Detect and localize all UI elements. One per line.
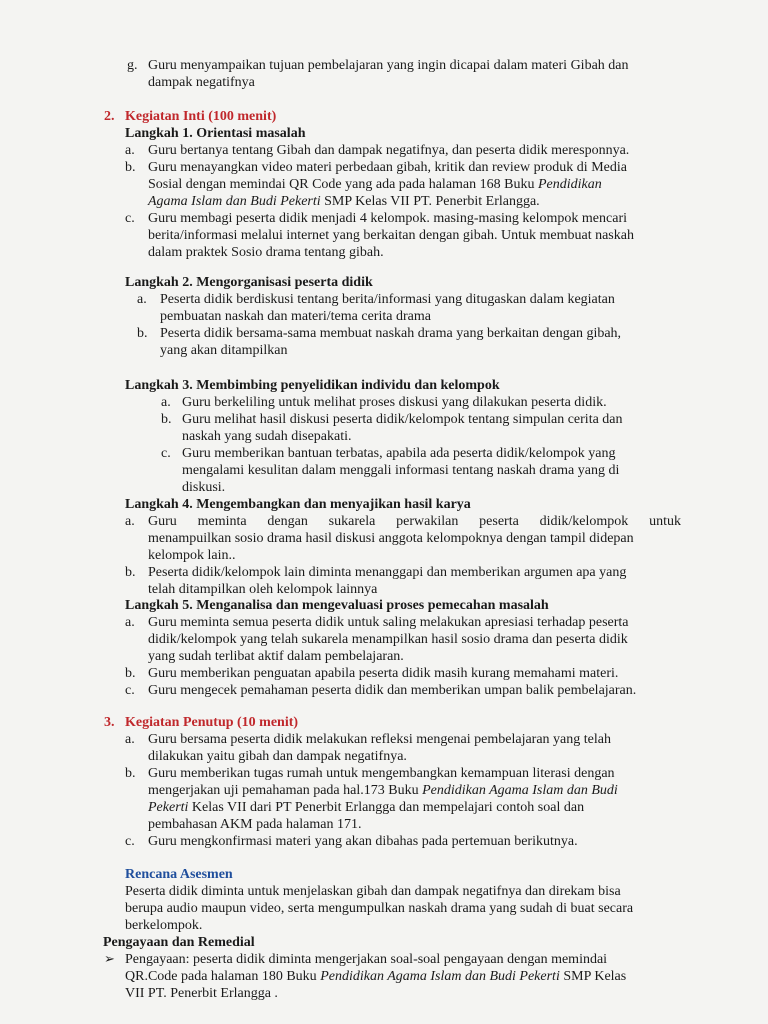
paragraph [0, 883, 768, 934]
item-text-line: telah ditampilkan oleh kelompok lainnya [148, 582, 378, 597]
section-number: 3. [104, 715, 115, 730]
item-text-line: menampuilkan sosio drama hasil diskusi anggota kelompoknya dengan tampil didepan [148, 531, 634, 546]
section-rencana-asesmen [0, 866, 768, 934]
book-title-italic: Pendidikan [537, 177, 602, 192]
item-text-line: Peserta didik berdiskusi tentang berita/informasi yang ditugaskan dalam kegiatan [160, 292, 615, 307]
book-title-italic: Pendidikan Agama Islam dan Budi Pekerti [320, 969, 560, 984]
list-item [0, 291, 768, 325]
item-text-line: yang sudah terlibat aktif dalam pembelajaran. [148, 649, 404, 664]
item-text-line: Guru meminta semua peserta didik untuk saling melakukan apresiasi terhadap peserta [148, 615, 629, 630]
item-text-line: Guru menyampaikan tujuan pembelajaran yang ingin dicapai dalam materi Gibah dan [148, 58, 629, 73]
item-text-line: Guru mengkonfirmasi materi yang akan dibahas pada pertemuan berikutnya. [148, 834, 578, 849]
item-text-line: pembuatan naskah dan materi/tema cerita drama [160, 309, 431, 324]
list-item [0, 564, 768, 598]
section-title: Kegiatan Inti (100 menit) [125, 109, 277, 124]
langkah-title: Langkah 1. Orientasi masalah [125, 126, 306, 141]
item-label: a. [137, 292, 147, 307]
section-title: Pengayaan dan Remedial [103, 935, 255, 950]
item-text-line: Guru membagi peserta didik menjadi 4 kelompok. masing-masing kelompok mencari [148, 211, 628, 226]
item-text-line: yang akan ditampilkan [160, 343, 288, 358]
list-item [0, 325, 768, 359]
item-text-line: didik/kelompok yang telah sukarela menampilkan hasil sosio drama dan peserta didik [148, 632, 628, 647]
item-label: b. [137, 326, 148, 341]
item-label: a. [125, 143, 135, 158]
list-item [0, 513, 768, 564]
langkah-title: Langkah 3. Membimbing penyelidikan individu dan kelompok [125, 378, 500, 393]
item-text-line: Guru mengecek pemahaman peserta didik dan memberikan umpan balik pembelajaran. [148, 683, 637, 698]
item-text-line: Sosial dengan memindai QR Code yang ada pada halaman 168 Buku Pendidikan [148, 177, 602, 192]
list-item [0, 765, 768, 833]
item-text-line: Pengayaan: peserta didik diminta mengerjakan soal-soal pengayaan dengan memindai [125, 952, 608, 967]
langkah-5 [0, 597, 768, 699]
paragraph-line: berupa audio maupun video, serta mengumpulkan naskah drama yang sudah di buat secara [125, 901, 634, 916]
item-label: c. [125, 683, 135, 698]
item-text-line: VII PT. Penerbit Erlangga . [125, 986, 278, 1001]
arrow-bullet-icon: ➢ [104, 952, 115, 967]
item-text-line: mengalami kesulitan dalam menggali informasi tentang naskah drama yang di [182, 463, 620, 478]
item-text-line: Guru bersama peserta didik melakukan refleksi mengenai pembelajaran yang telah [148, 732, 611, 747]
langkah-4 [0, 496, 768, 598]
section-kegiatan-inti-heading [0, 108, 768, 125]
item-text-line: mengerjakan uji pemahaman pada hal.173 Buku Pendidikan Agama Islam dan Budi [148, 783, 618, 798]
book-title-italic: Agama Islam dan Budi Pekerti [148, 194, 321, 209]
item-text-line: Peserta didik/kelompok lain diminta menanggapi dan memberikan argumen apa yang [148, 565, 627, 580]
langkah-3 [0, 377, 768, 496]
item-label: g. [127, 58, 138, 73]
section-title: Kegiatan Penutup (10 menit) [125, 715, 299, 730]
item-label: c. [125, 834, 135, 849]
item-text-line: Guru meminta dengan sukarela perwakilan peserta didik/kelompok untuk [148, 514, 681, 529]
section-title: Rencana Asesmen [125, 867, 233, 882]
section-kegiatan-penutup [0, 714, 768, 850]
item-text-line: diskusi. [182, 480, 226, 495]
item-text-line: Guru menayangkan video materi perbedaan gibah, kritik dan review produk di Media [148, 160, 627, 175]
intro-item-g [0, 57, 768, 91]
item-text-line: Peserta didik bersama-sama membuat naskah drama yang berkaitan dengan gibah, [160, 326, 622, 341]
item-label: c. [161, 446, 171, 461]
item-text-line: Guru melihat hasil diskusi peserta didik/kelompok tentang simpulan cerita dan [182, 412, 623, 427]
item-text-line: QR.Code pada halaman 180 Buku Pendidikan Agama Islam dan Budi Pekerti SMP Kelas [125, 969, 627, 984]
item-label: c. [125, 211, 135, 226]
item-label: b. [161, 412, 172, 427]
list-item [0, 210, 768, 261]
item-text-line: Guru memberikan penguatan apabila peserta didik masih kurang memahami materi. [148, 666, 619, 681]
langkah-2 [0, 274, 768, 359]
item-text-line: pembahasan AKM pada halaman 171. [148, 817, 362, 832]
list-item [0, 614, 768, 665]
item-label: a. [125, 615, 135, 630]
item-label: b. [125, 160, 136, 175]
section-pengayaan-remedial [0, 934, 768, 1002]
list-item [0, 665, 768, 682]
list-item [0, 411, 768, 445]
book-title-italic: Pendidikan Agama Islam dan Budi [422, 783, 618, 798]
item-label: a. [125, 732, 135, 747]
item-text-line: Guru bertanya tentang Gibah dan dampak negatifnya, dan peserta didik meresponnya. [148, 143, 630, 158]
list-item [0, 445, 768, 496]
paragraph-line: berkelompok. [125, 918, 203, 933]
list-item [0, 833, 768, 850]
paragraph-line: Peserta didik diminta untuk menjelaskan gibah dan dampak negatifnya dan direkam bisa [125, 884, 621, 899]
item-label: b. [125, 666, 136, 681]
item-label: b. [125, 766, 136, 781]
item-text-line: Pekerti Kelas VII dari PT Penerbit Erlangga dan mempelajari contoh soal dan [148, 800, 585, 815]
item-text-line: berita/informasi melalui internet yang berkaitan dengan gibah. Untuk membuat naskah [148, 228, 634, 243]
item-text-line: dampak negatifnya [148, 75, 255, 90]
item-text-line: Guru memberikan bantuan terbatas, apabila ada peserta didik/kelompok yang [182, 446, 616, 461]
section-number: 2. [104, 109, 115, 124]
list-item [0, 951, 768, 1002]
list-item [0, 394, 768, 411]
item-text-line: kelompok lain.. [148, 548, 236, 563]
item-text-line: dalam praktek Sosio drama tentang gibah. [148, 245, 384, 260]
item-text-line: dilakukan yaitu gibah dan dampak negatifnya. [148, 749, 407, 764]
item-label: b. [125, 565, 136, 580]
book-title-italic: Pekerti [148, 800, 189, 815]
list-item [0, 159, 768, 210]
item-text-line: Agama Islam dan Budi Pekerti SMP Kelas VII PT. Penerbit Erlangga. [148, 194, 540, 209]
langkah-1 [0, 125, 768, 261]
item-label: a. [161, 395, 171, 410]
item-label: a. [125, 514, 135, 529]
item-text-line: Guru memberikan tugas rumah untuk mengembangkan kemampuan literasi dengan [148, 766, 615, 781]
langkah-title: Langkah 5. Menganalisa dan mengevaluasi proses pemecahan masalah [125, 598, 549, 613]
list-item [0, 142, 768, 159]
langkah-title: Langkah 2. Mengorganisasi peserta didik [125, 275, 373, 290]
langkah-title: Langkah 4. Mengembangkan dan menyajikan hasil karya [125, 497, 471, 512]
list-item [0, 682, 768, 699]
list-item [0, 731, 768, 765]
item-text-line: Guru berkeliling untuk melihat proses diskusi yang dilakukan peserta didik. [182, 395, 607, 410]
item-text-line: naskah yang sudah disepakati. [182, 429, 352, 444]
